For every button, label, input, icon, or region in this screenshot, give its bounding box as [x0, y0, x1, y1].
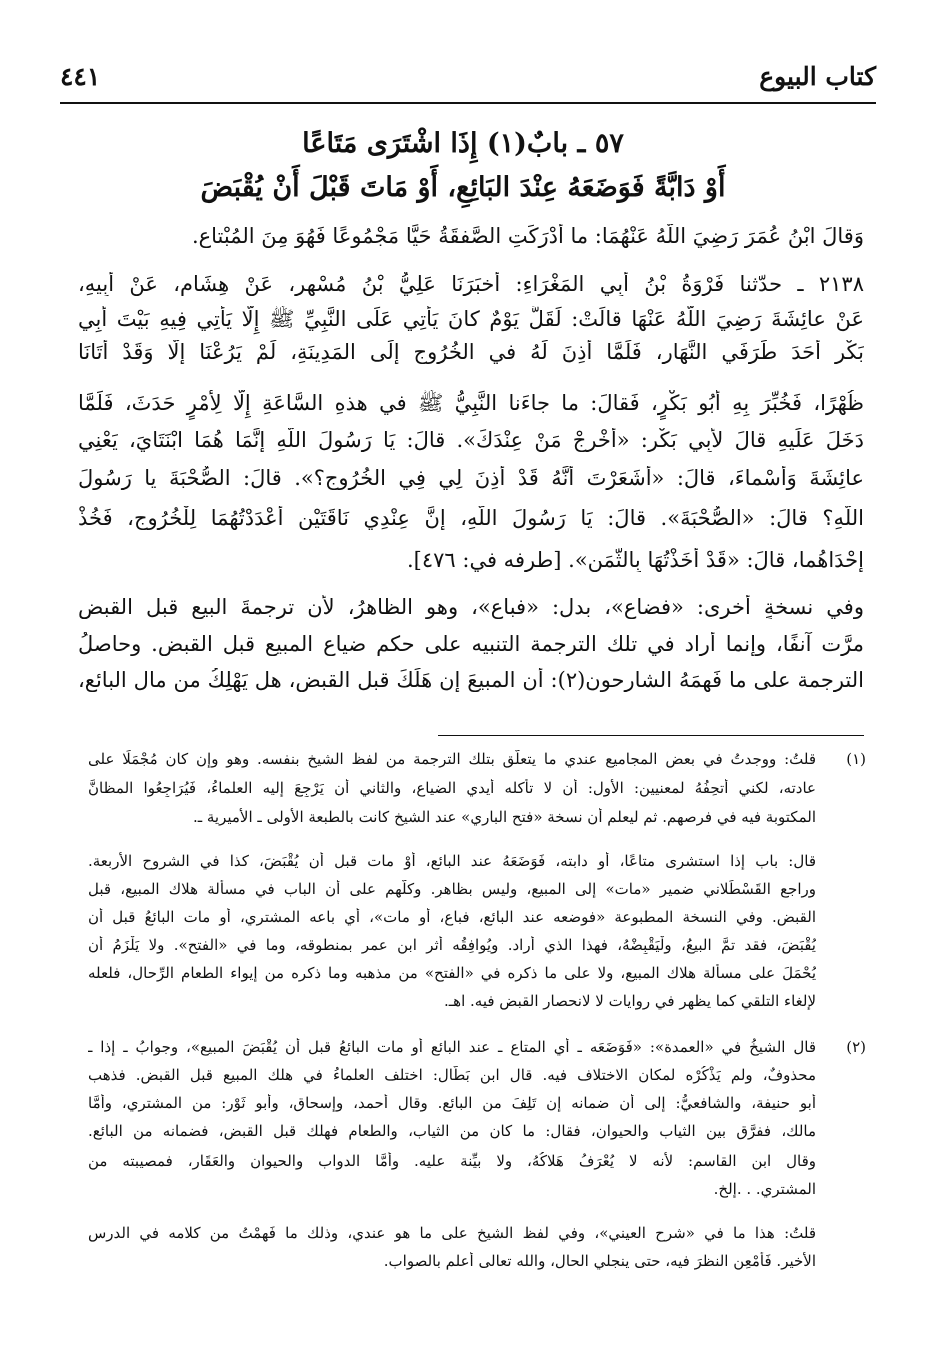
footnote-quote-line: قلتُ: هذا ما في «شرح العيني»، وفي لفظ الشيخ على ما هو عندي، وذلك ما فَهِمْتُ من كلامه في الدرس — [88, 1224, 816, 1242]
footnote-line: وقال ابن القاسم: لأنه لا يُعْرَفُ هَلاكُهُ، ولا بيِّنة عليه. وأمَّا الدواب والحيوان والعَقَار، فمصيبته من — [88, 1152, 816, 1170]
chapter-heading-line-2: أَوْ دَابَّةً فَوَضَعَهُ عِنْدَ البَائِعِ، أَوْ مَاتَ قَبْلَ أَنْ يُقْبَضَ — [200, 172, 726, 203]
footnote-line: قال الشيخُ في «العمدة»: «فَوَضَعَه ـ أي المتاع ـ عند البائع أو مات البائعُ قبل أن يُقْبَضَ المبيع»، وجوابُ ـ إذا ـ — [88, 1038, 816, 1056]
footnote-quote-line: القبض. وفي النسخة المطبوعة «فوضعه عند البائع، فباع، أو مات»، أي باعه المشتري، أو مات البائعُ قبل أن — [88, 908, 816, 926]
footnote-line: المكتوبة فيه في فرصهم. ثم ليعلم أن نسخة «فتح الباري» عند الشيخ كانت بالطبعة الأولى ـ الأميرية ـ. — [192, 808, 816, 826]
header-rule — [60, 102, 876, 104]
hadith-line: دَخَلَ عَلَيهِ قالَ لأَبِي بَكْرٍ: «أَخْرِجْ مَنْ عِنْدَكَ». قالَ: يَا رَسُولَ اللَّهِ إِنَّمَا هُمَا ابْنَتَايَ، يَعْنِي — [78, 428, 864, 452]
footnote-line: المشتري. . .إلخ. — [713, 1180, 816, 1198]
chapter-heading-line-1: ٥٧ ـ بابٌ(١) إِذَا اشْتَرَى مَتَاعًا — [302, 128, 624, 159]
hadith-line: عَنْ عائِشَةَ رَضِيَ اللَّهُ عَنْهَا قالَتْ: لَقَلَّ يَوْمٌ كانَ يَأْتِي عَلَى النَّبِيِّ ﷺ إِلَّا يَأْتِي فِيهِ بَيْتَ أَبِي — [78, 307, 864, 331]
footnote-marker-2: (٢) — [846, 1038, 866, 1056]
page-number: ٤٤١ — [60, 62, 101, 91]
hadith-line: إِحْدَاهُما، قالَ: «قَدْ أَخَذْتُهَا بِالثَّمَنِ». [طرفه في: ٤٧٦]. — [407, 548, 864, 572]
commentary-line: وفي نسخةٍ أخرى: «فضاع»، بدل: «فباع»، وهو الظاهرُ، لأن ترجمةَ البيع قبل القبض — [78, 595, 864, 619]
commentary-line: الترجمة على ما فَهِمَهُ الشارحون(٢): أن المبيعَ إن هَلَكَ قبل القبض، هل يَهْلِكُ من مال البائع، — [78, 668, 864, 692]
footnote-line: مالك، ففرَّق بين الثياب والحيوان، فقال: ما كان من الثياب، والطعام فهلك قبل القبض، فضمانه من البائع. — [88, 1122, 816, 1140]
footnote-marker-1: (١) — [846, 750, 866, 768]
footnote-line: محذوفٌ، ولم يَذْكُرْه لمكان الاختلاف فيه. قال ابن بَطَّال: اختلف العلماءُ في هلك المبيع قبل القبض. فذهب — [88, 1066, 816, 1084]
footnote-line: عادته، لكني أُتحِفُهُ لمعنيين: الأول: أن لا تأكله أيدي الضياع، والثاني أن يَرْجِعَ إليه العلماءُ، فَيُرَاجِعُوا المظانَّ — [88, 779, 816, 797]
hadith-line: ظُهْرًا، فَخُبِّرَ بِهِ أَبُو بَكْرٍ، فَقالَ: ما جاءَنا النَّبِيُّ ﷺ في هذهِ السَّاعَةِ إِلَّا لِأَمْرٍ حَدَثَ، فَلَمَّا — [78, 391, 864, 415]
footnote-quote-line: يُحْمَلَ على مسألة هلاك المبيع، ولا على ما ذكره في «الفتح» من مذهبه وما ذكره من إيواء الطعام الرِّحال، فلعله — [88, 964, 816, 982]
footnote-line: أبو حنيفة، والشافعيُّ: إلى أن ضمانه إن تَلِفَ من البائع. وقال أحمد، وإسحاق، وأبو ثَوْر: من المشتري، وأمَّا — [88, 1094, 816, 1112]
commentary-line: مرَّت آنفًا، وإنما أراد في تلك الترجمة التنبيه على حكم ضياع المبيع قبل القبض. وحاصلُ — [78, 632, 864, 656]
footnote-quote-line: الأخير. فَأَمْعِنِ النظرَ فيه، حتى ينجلي الحال، والله تعالى أعلم بالصواب. — [383, 1252, 816, 1270]
running-header — [60, 58, 876, 98]
footnote-quote-line: يُقْبَضَ، فقد تمَّ البيعُ، ولْيَقْبِضْهُ، فهذا الذي أراد. ويُوافِقُه أثر ابن عمر بمنطوقه، وما في «الفتح». ولا يَلْزَمُ أن — [88, 936, 816, 954]
book-title: كتاب البيوع — [759, 62, 876, 91]
hadith-line: عائِشَةَ وَأَسْماءَ، قالَ: «أَشَعَرْتَ أَنَّهُ قَدْ أُذِنَ لِي فِي الخُرُوجِ؟». قالَ: الصُّحْبَةَ يا رَسُولَ — [78, 466, 864, 490]
hadith-line: اللَّهِ؟ قالَ: «الصُّحْبَةَ». قالَ: يَا رَسُولَ اللَّهِ، إِنَّ عِنْدِي نَاقَتَيْنِ أَعْدَدْتُهُمَا لِلْخُرُوجِ، فَخُذْ — [78, 506, 864, 530]
hadith-line: ٢١٣٨ ـ حدّثنا فَرْوَةُ بْنُ أَبِي المَغْرَاءِ: أَخبَرَنَا عَلِيُّ بْنُ مُسْهِرٍ، عَنْ هِشَامٍ، عَنْ أَبِيهِ، — [78, 272, 864, 296]
footnote-quote-line: لإلغاء التلقي كما يظهر في روايات لا لانحصار القبض فيه. اهـ. — [444, 992, 816, 1010]
footnote-separator — [438, 735, 864, 736]
hadith-line: بَكْرٍ أَحَدَ طَرَفَيِ النَّهَارِ، فَلَمَّا أُذِنَ لَهُ في الخُرُوجِ إِلَى المَدِينَةِ، لَمْ يَرُعْنَا إِلَّا وَقَدْ أَتَانَا — [78, 340, 864, 364]
footnote-quote-line: قال: باب إذا استشرى متاعًا، أو دابته، فَوَضَعَهُ عند البائع، أوْ مات قبل أن يُقْبَضَ، كذا في الشروح الأربعة. — [88, 852, 816, 870]
footnote-line: قلتُ: ووجدتُ في بعض المجاميع عندي ما يتعلَّق بتلك الترجمة من لفظ الشيخ بنفسه. وهو وإن كان مُجْمَلًا على — [88, 750, 816, 768]
footnote-quote-line: وراجع القَسْطَلاني ضمير «مات» إلى المبيع، وليس بظاهرٍ. وكلُّهم على أن الباب في مسألة هلاك المبيع، قبل — [88, 880, 816, 898]
body-line: وَقالَ ابْنُ عُمَرَ رَضِيَ اللَّهُ عَنْهُمَا: ما أَدْرَكَتِ الصَّفقَةُ حَيًّا مَجْمُوعًا فَهُوَ مِنَ المُبْتاعِ. — [191, 224, 864, 248]
